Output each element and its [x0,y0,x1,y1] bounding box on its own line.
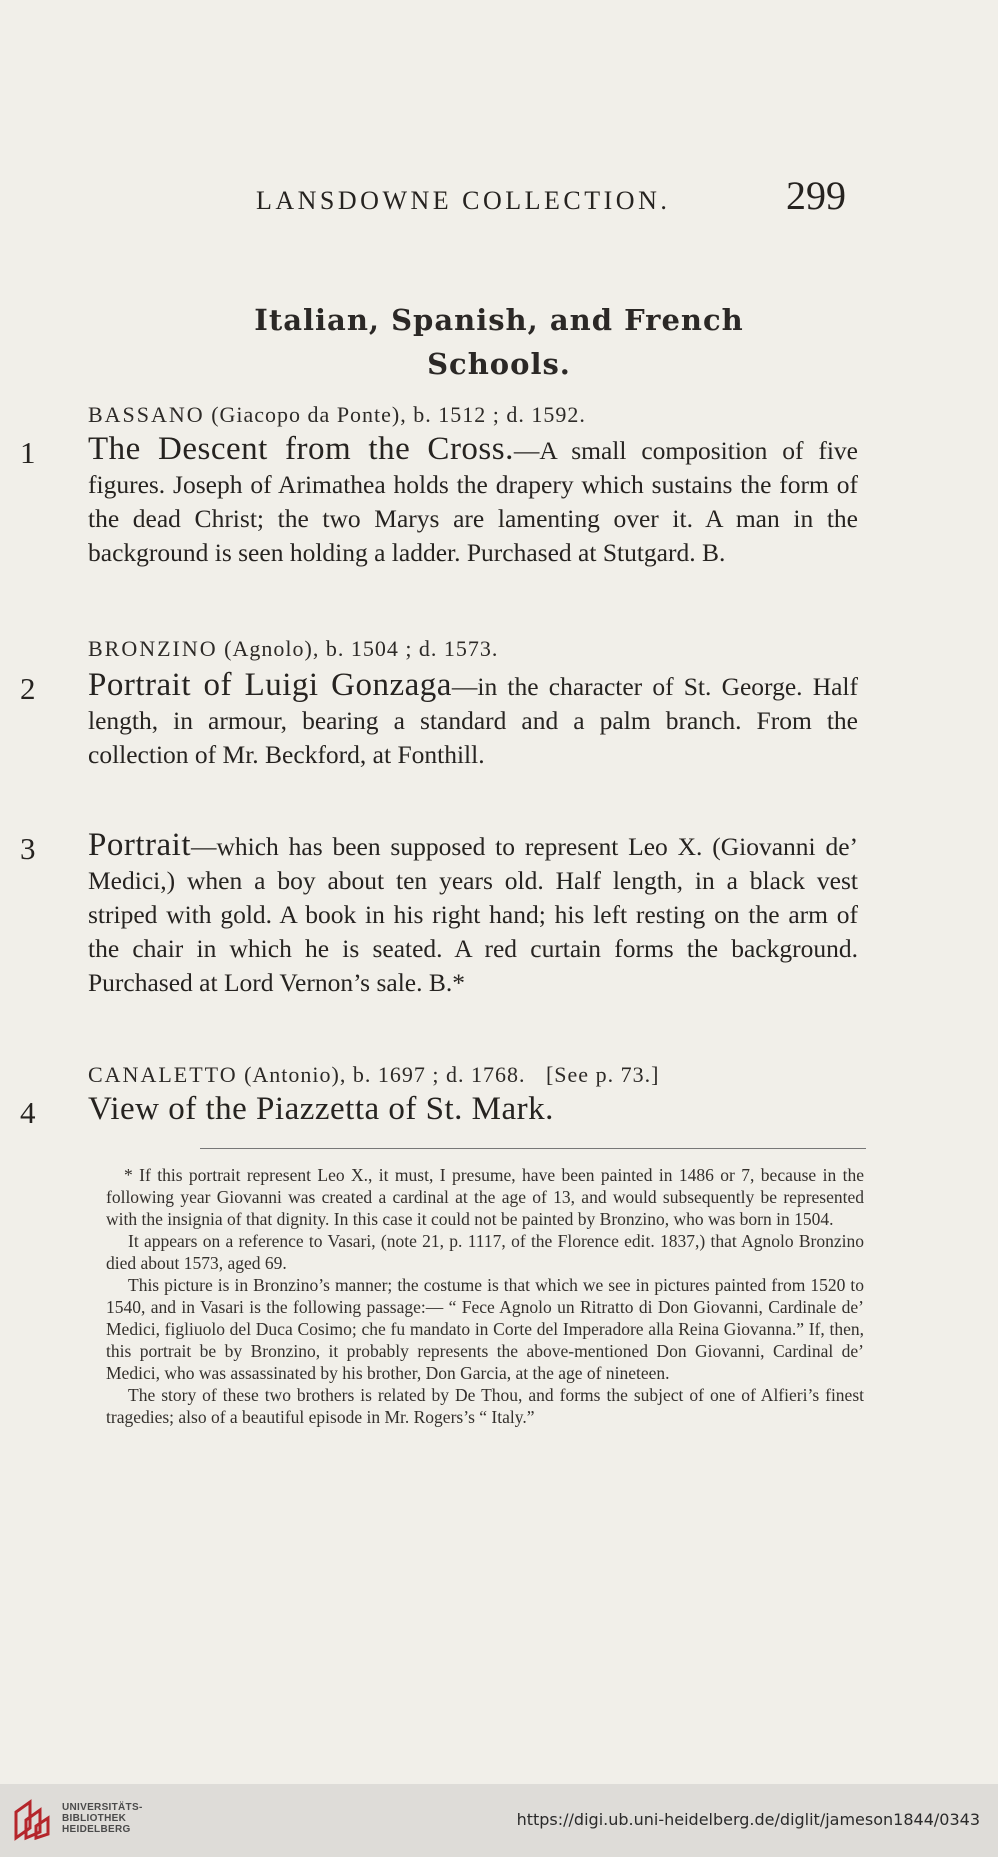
entry-number: 4 [20,1095,36,1130]
footnote-divider [200,1148,866,1149]
artist-name: BRONZINO [88,636,218,661]
artist-details: (Antonio), b. 1697 ; d. 1768. [244,1062,526,1087]
entry-title: Portrait [88,827,191,863]
entry-title: View of the Piazzetta of St. Mark. [88,1091,554,1127]
catalogue-entry-2 [20,668,858,772]
entry-number: 2 [20,671,36,706]
entry-description: —A small composition of five figures. Joseph of Arimathea holds the drapery which sustains the form of the dead Christ; the two Marys are lamenting over it. A man in the background is seen holding a ladder. Purchased at Stutgard. B. [88,436,858,567]
library-name-line: UNIVERSITÄTS- [62,1802,143,1813]
artist-cross-reference: [See p. 73.] [545,1062,660,1087]
catalogue-entry-1 [20,432,858,570]
library-name [62,1802,143,1835]
library-name-line: HEIDELBERG [62,1824,131,1835]
page-number: 299 [786,173,846,218]
footnote-paragraph: It appears on a reference to Vasari, (note 21, p. 1117, of the Florence edit. 1837,) that Agnolo Bronzino died about 1573, aged 69. [106,1231,864,1273]
section-title-line2: Schools. [427,347,571,381]
footnote-paragraph: The story of these two brothers is related by De Thou, and forms the subject of one of Alfieri’s finest tragedies; also of a beautiful episode in Mr. Rogers’s “ Italy.” [106,1385,864,1427]
entry-title: The Descent from the Cross. [88,431,514,467]
catalogue-entry-3 [20,828,858,1000]
artist-heading-canaletto [88,1060,854,1090]
entry-number: 1 [20,435,36,470]
running-title: LANSDOWNE COLLECTION. [256,186,671,215]
footnote-paragraph: This picture is in Bronzino’s manner; the costume is that which we see in pictures painted from 1520 to 1540, and in Vasari is the following passage:— “ Fece Agnolo un Ritratto di Don Giovanni, Cardinale de’ Medici, figliuolo del Duca Cosimo; che fu mandato in Corte del Imperadore alla Reina Giovanna.” If, then, this portrait be by Bronzino, it probably represents the above-mentioned Don Giovanni, Cardinal de’ Medici, who was assassinated by his brother, Don Garcia, at the age of nineteen. [106,1275,864,1383]
entry-description: —which has been supposed to represent Leo X. (Giovanni de’ Medici,) when a boy about ten years old. Half length, in a black vest striped with gold. A book in his right hand; his left resting on the arm of the chair in which he is seated. A red curtain forms the background. Purchased at Lord Vernon’s sale. B.* [88,832,858,997]
catalogue-entry-4 [20,1092,858,1128]
artist-heading-bronzino [88,634,854,664]
entry-number: 3 [20,831,36,866]
viewer-footer-bar [0,1784,998,1857]
library-name-line: BIBLIOTHEK [62,1813,127,1824]
section-title-line1: Italian, Spanish, and French [254,303,744,337]
artist-name: CANALETTO [88,1062,238,1087]
section-title [0,298,998,386]
entry-title: Portrait of Luigi Gonzaga [88,667,452,703]
ub-heidelberg-logo-icon[interactable] [12,1798,52,1842]
artist-details: (Giacopo da Ponte), b. 1512 ; d. 1592. [211,402,586,427]
entry-description: —in the character of St. George. Half length, in armour, bearing a standard and a palm branch. From the collection of Mr. Beckford, at Fonthill. [88,672,859,769]
footnote-paragraph: * If this portrait represent Leo X., it must, I presume, have been painted in 1486 or 7, because in the following year Giovanni was created a cardinal at the age of 13, and would subsequently be represented with the insignia of that dignity. In this case it could not be painted by Bronzino, who was born in 1504. [106,1165,864,1229]
running-header [256,172,846,232]
artist-details: (Agnolo), b. 1504 ; d. 1573. [224,636,499,661]
artist-name: BASSANO [88,402,205,427]
footnotes [106,1164,864,1428]
artist-heading-bassano [88,400,854,430]
permalink-url[interactable]: https://digi.ub.uni-heidelberg.de/diglit/jameson1844/0343 [516,1810,980,1829]
